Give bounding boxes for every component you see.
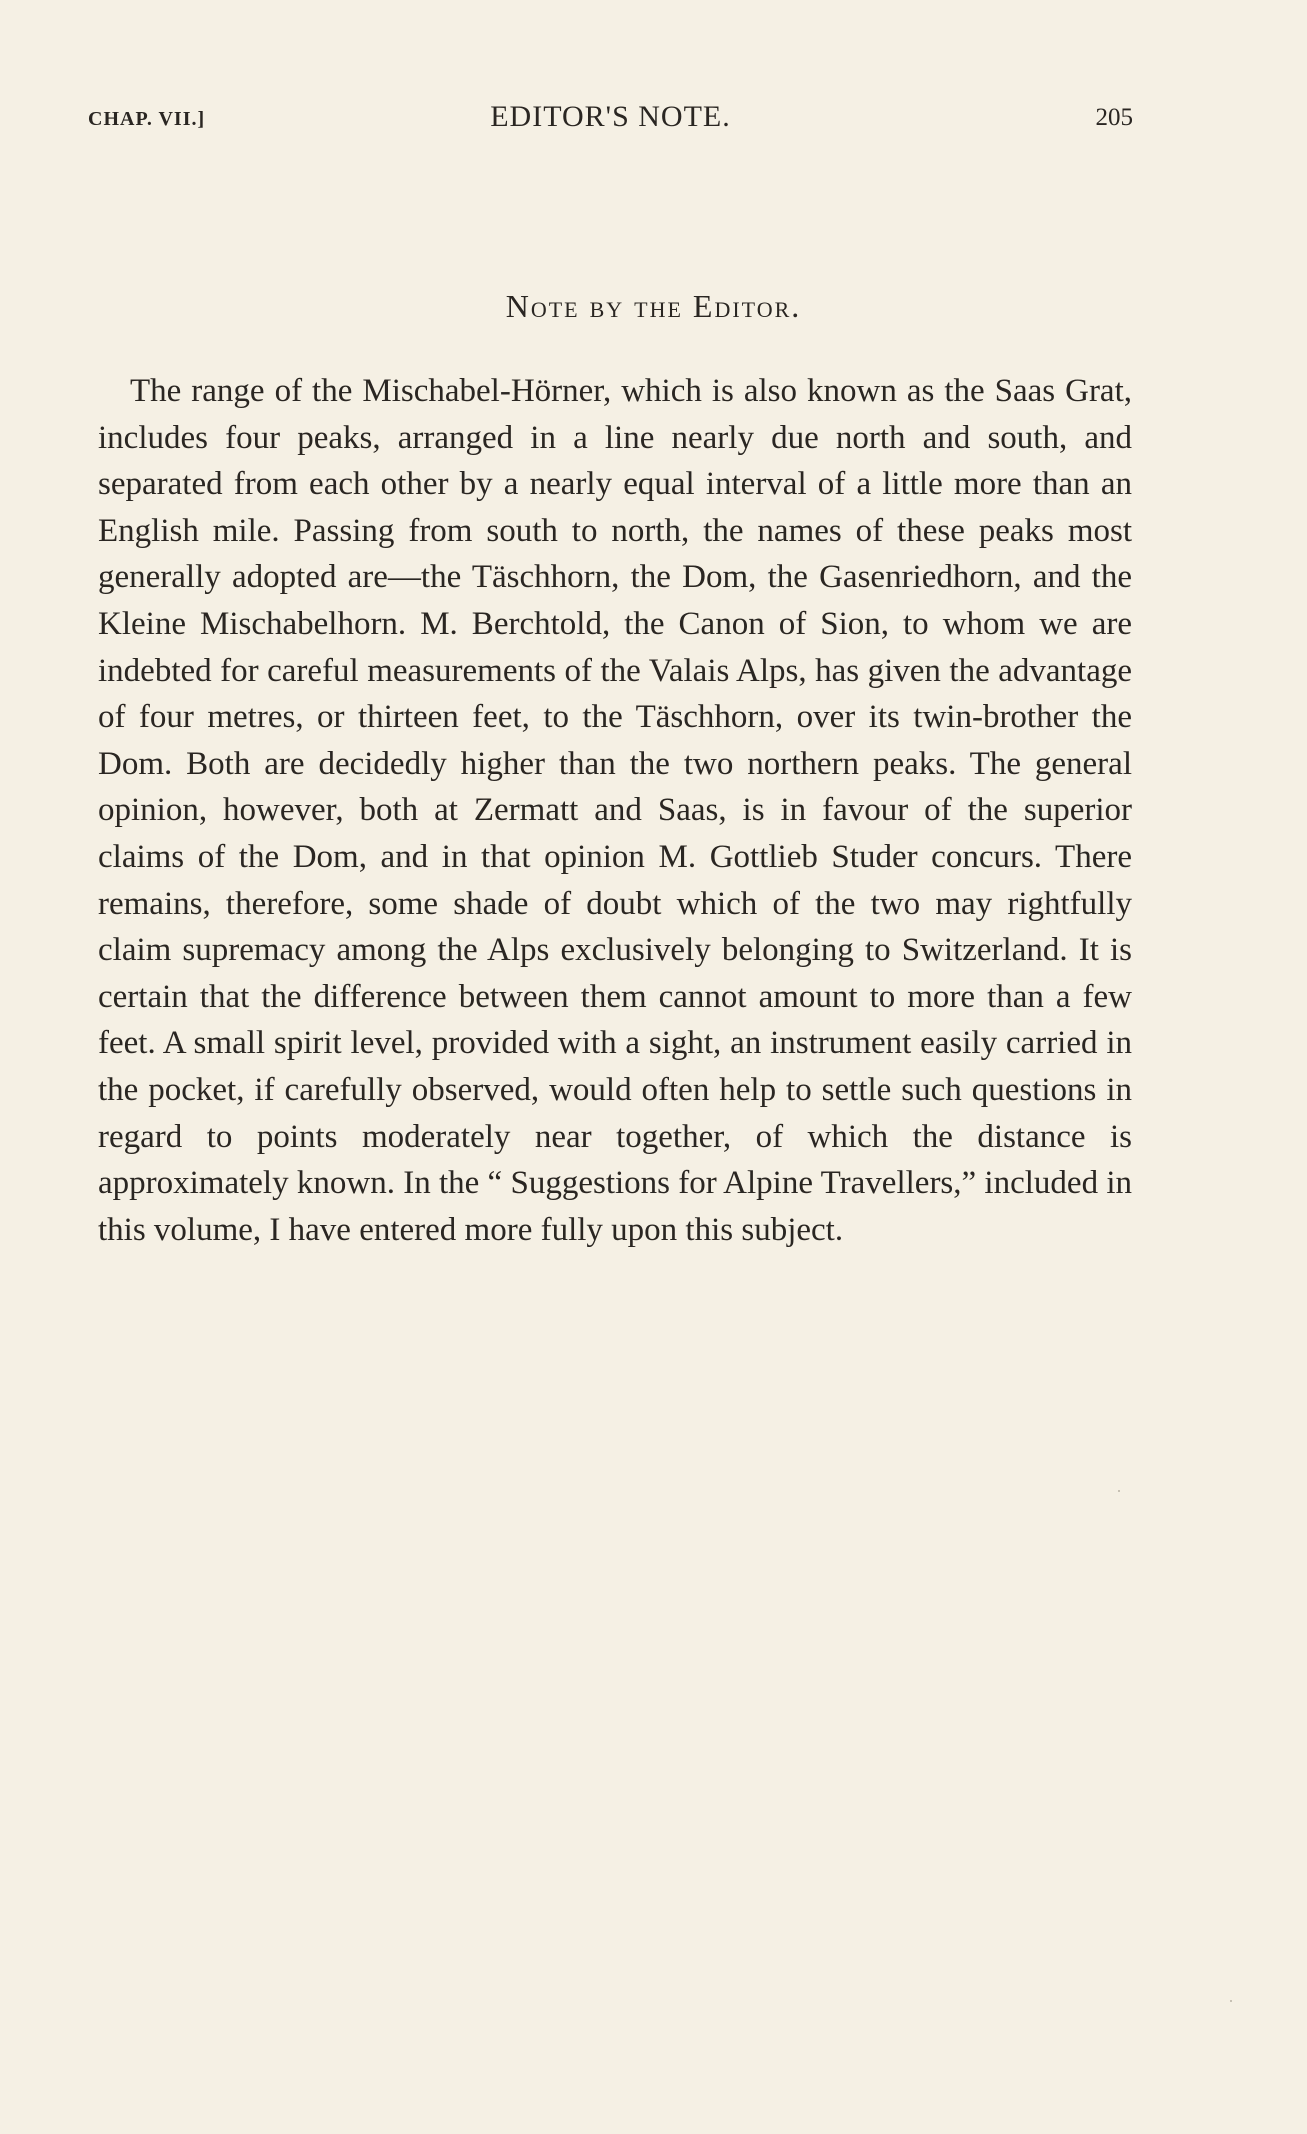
- paper-speck: [1230, 2000, 1232, 2002]
- paper-speck: [1118, 1490, 1120, 1492]
- body-paragraph: The range of the Mischabel-Hörner, which is also known as the Saas Grat, includes four peaks, arranged in a line nearly due north and south, and separated from each other by a nearly equal interval of a little more than an English mile. Passing from south to north, the names of these peaks most generally adopted are—the Täschhorn, the Dom, the Gasenriedhorn, and the Kleine Mischabelhorn. M. Berchtold, the Canon of Sion, to whom we are indebted for careful measurements of the Valais Alps, has given the advantage of four metres, or thirteen feet, to the Täschhorn, over its twin-brother the Dom. Both are decidedly higher than the two northern peaks. The general opinion, however, both at Zermatt and Saas, is in favour of the superior claims of the Dom, and in that opinion M. Gottlieb Studer concurs. There remains, therefore, some shade of doubt which of the two may rightfully claim supremacy among the Alps exclusively belonging to Switzerland. It is certain that the difference between them cannot amount to more than a few feet. A small spirit level, provided with a sight, an instrument easily carried in the pocket, if carefully observed, would often help to settle such questions in regard to points moderately near together, of which the distance is approximately known. In the “ Suggestions for Alpine Travellers,” included in this volume, I have entered more fully upon this subject.: [98, 373, 1132, 1248]
- section-title: Note by the Editor.: [505, 288, 802, 324]
- chapter-marker: CHAP. VII.]: [88, 108, 206, 130]
- running-title: EDITOR'S NOTE.: [490, 100, 731, 133]
- page-number: 205: [1095, 104, 1133, 131]
- running-head: [88, 100, 1133, 140]
